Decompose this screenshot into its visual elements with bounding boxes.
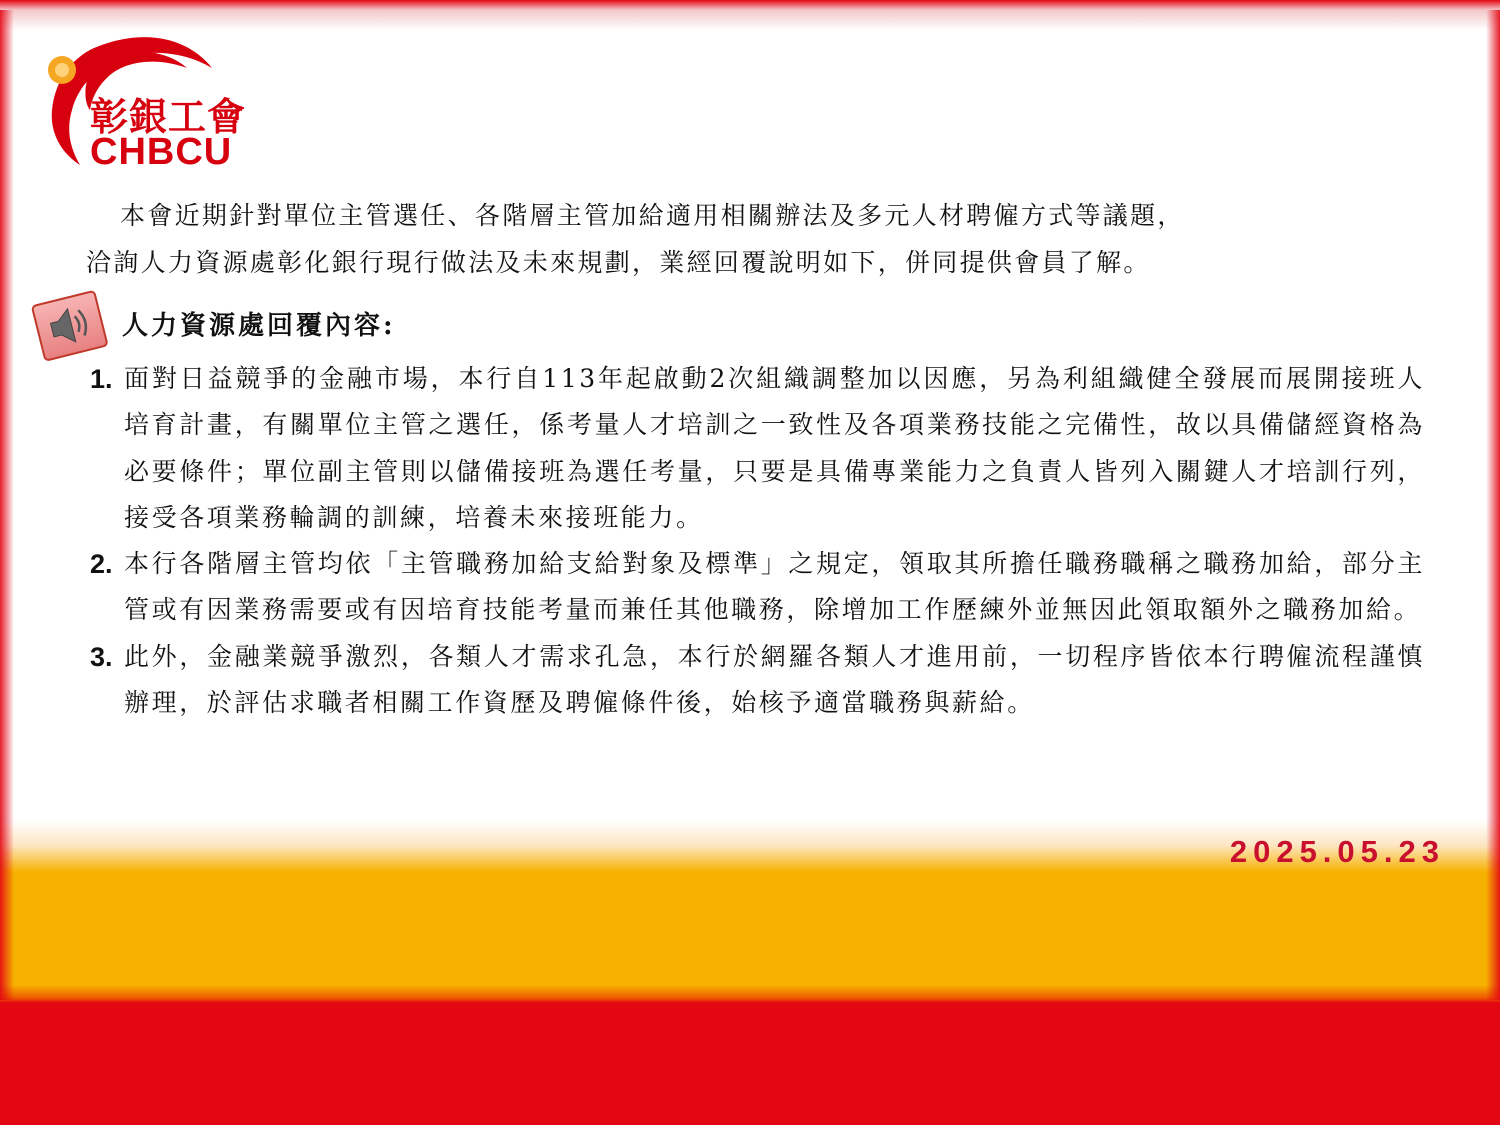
publish-date: 2025.05.23 <box>1229 834 1445 869</box>
intro-paragraph <box>86 192 1446 286</box>
list-item-text: 面對日益競爭的金融市場，本行自113年起啟動2次組織調整加以因應，另為利組織健全發展而展開接班人培育計畫，有關單位主管之選任，係考量人才培訓之一致性及各項業務技能之完備性，故以具備儲經資格為必要條件；單位副主管則以儲備接班為選任考量，只要是具備專業能力之負責人皆列入關鍵人才培訓行列，接受各項業務輪調的訓練，培養未來接班能力。 <box>124 364 1425 532</box>
list-item-number: 1. <box>90 364 113 394</box>
list-item-number: 2. <box>90 549 113 580</box>
list-item <box>90 541 1425 634</box>
right-border-fade <box>1486 10 1500 1000</box>
list-item <box>90 634 1425 727</box>
logo-text-cn: 彰銀工會 <box>90 95 247 139</box>
list-item-text: 此外，金融業競爭激烈，各類人才需求孔急，本行於網羅各類人才進用前，一切程序皆依本行聘僱流程謹慎辦理，於評估求職者相關工作資歷及聘僱條件後，始核予適當職務與薪給。 <box>124 641 1425 718</box>
list-item <box>90 356 1425 541</box>
left-border-fade <box>0 10 14 1000</box>
list-item-number: 3. <box>90 641 113 672</box>
reply-list <box>90 356 1425 726</box>
section-heading: 人力資源處回覆內容: <box>122 311 396 341</box>
intro-line-2: 洽詢人力資源處彰化銀行現行做法及未來規劃，業經回覆說明如下，併同提供會員了解。 <box>86 248 1151 277</box>
logo-text-en: CHBCU <box>90 131 233 173</box>
list-item-text: 本行各階層主管均依「主管職務加給支給對象及標準」之規定，領取其所擔任職務職稱之職務加給，部分主管或有因業務需要或有因培育技能考量而兼任其他職務，除增加工作歷練外並無因此領取額外之職務加給。 <box>124 549 1425 625</box>
intro-line-1: 本會近期針對單位主管選任、各階層主管加給適用相關辦法及多元人材聘僱方式等議題， <box>120 201 1185 230</box>
